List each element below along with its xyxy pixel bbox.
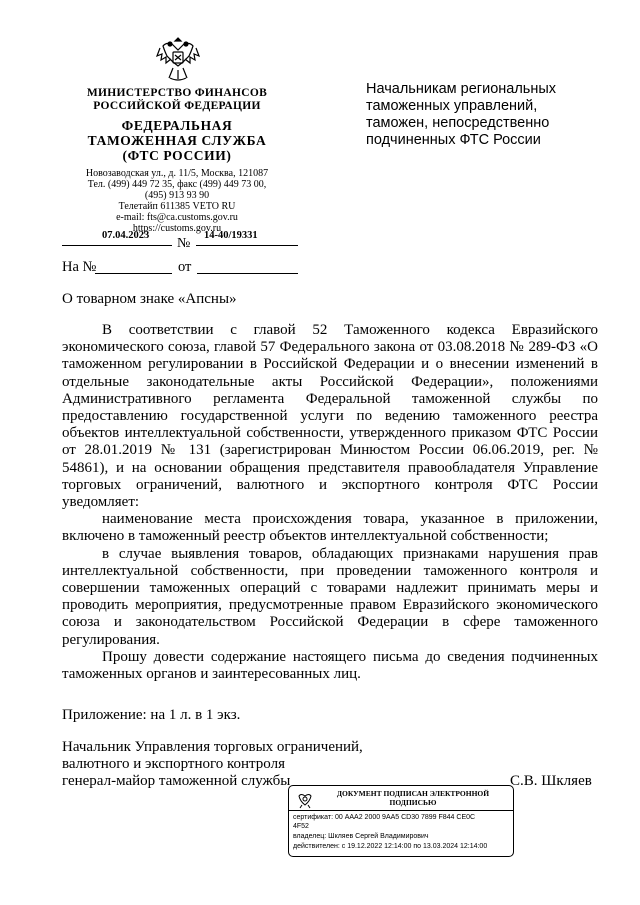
state-emblem-icon — [155, 34, 201, 84]
body-paragraph-3: в случае выявления товаров, обладающих признаками нарушения прав интеллектуальной собственности, при проведении таможенного контроля и совершении таможенных операций с товарами надлежит принимать меры и проводить мероприятия, предусмотренные правом Евразийского экономического союза и законодательством Российской Федерации в сфере таможенного регулирования. — [62, 545, 598, 648]
signatory-line-3: генерал-майор таможенной службы — [62, 773, 291, 790]
stamp-divider — [289, 810, 513, 811]
service-line-1: ФЕДЕРАЛЬНАЯ — [121, 118, 233, 133]
attachment-note: Приложение: на 1 л. в 1 экз. — [62, 707, 241, 723]
ref-from: от — [178, 259, 192, 275]
service-name — [62, 118, 292, 163]
signatory-name: С.В. Шкляев — [510, 773, 592, 789]
recipient-line-2: таможенных управлений, — [366, 98, 538, 114]
number-sign: № — [177, 236, 191, 251]
ministry-line-1: МИНИСТЕРСТВО ФИНАНСОВ — [86, 87, 268, 99]
body-paragraph-2: наименование места происхождения товара, указанное в приложении, включено в таможенный реестр объектов интеллектуальной собственности; — [62, 511, 598, 545]
recipient-line-1: Начальникам региональных — [366, 81, 557, 97]
ministry-name — [62, 87, 292, 113]
ref-date-field — [197, 259, 298, 274]
doc-date: 07.04.2023 — [102, 230, 150, 241]
letter-subject: О товарном знаке «Апсны» — [62, 291, 237, 307]
service-line-2: ТАМОЖЕННАЯ СЛУЖБА — [87, 133, 267, 148]
signatory-block — [62, 739, 392, 791]
phone-line-2: (495) 913 93 90 — [144, 190, 210, 201]
doc-number: 14-40/19331 — [204, 230, 258, 241]
service-line-3: (ФТС РОССИИ) — [122, 148, 232, 163]
ref-prefix: На № — [62, 259, 97, 275]
teletype-line: Телетайп 611385 VETO RU — [118, 201, 236, 212]
address-line: Новозаводская ул., д. 11/5, Москва, 121087 — [85, 168, 269, 179]
stamp-title-line-1: ДОКУМЕНТ ПОДПИСАН ЭЛЕКТРОННОЙ — [336, 789, 490, 798]
stamp-title — [317, 789, 509, 807]
website-line: https://customs.gov.ru — [132, 223, 222, 234]
e-signature-stamp — [288, 785, 514, 857]
body-paragraph-4: Прошу довести содержание настоящего письма до сведения подчиненных таможенных органов и заинтересованных лиц. — [62, 648, 598, 683]
stamp-owner: владелец: Шкляев Сергей Владимирович — [293, 833, 429, 840]
signatory-line-2: валютного и экспортного контроля — [62, 756, 285, 773]
address-block — [62, 168, 292, 234]
stamp-title-line-2: ПОДПИСЬЮ — [389, 798, 437, 807]
phone-line: Тел. (499) 449 72 35, факс (499) 449 73 00, — [87, 179, 267, 190]
stamp-validity: действителен: с 19.12.2022 12:14:00 по 13.03.2024 12:14:00 — [293, 843, 488, 850]
date-field — [62, 230, 172, 246]
recipient-line-3: таможен, непосредственно — [366, 115, 550, 131]
recipient-line-4: подчиненных ФТС России — [366, 132, 541, 148]
email-line: e-mail: fts@ca.customs.gov.ru — [116, 212, 238, 223]
signatory-line-1: Начальник Управления торговых ограничений, — [62, 739, 363, 755]
recipient-block — [366, 81, 596, 149]
stamp-emblem-icon — [295, 790, 315, 810]
ref-number-field — [95, 259, 172, 274]
ministry-line-2: РОССИЙСКОЙ ФЕДЕРАЦИИ — [93, 100, 261, 112]
number-field — [196, 230, 298, 246]
body-paragraph-1: В соответствии с главой 52 Таможенного кодекса Евразийского экономического союза, главой 57 Федерального закона от 03.08.2018 № 289-ФЗ «О таможенном регулировании в Российской Федерации и о внесении изменений в отдельные законодательные акты Российской Федерации», положениями Административного регламента Федеральной таможенной службы по предоставлению государственной услуги по ведению таможенного реестра объектов интеллектуальной собственности, утвержденного приказом ФТС России от 28.01.2019 № 131 (зарегистрирован Минюстом России 06.06.2019, рег. № 54861), и на основании обращения представителя правообладателя Управление торговых ограничений, валютного и экспортного контроля ФТС России уведомляет: — [62, 322, 598, 511]
stamp-cert: сертификат: 00 AAA2 2000 9AA5 CD30 7899 F844 CE0C — [293, 814, 476, 821]
letter-body — [62, 322, 598, 683]
stamp-cert-2: 4F52 — [293, 823, 309, 830]
